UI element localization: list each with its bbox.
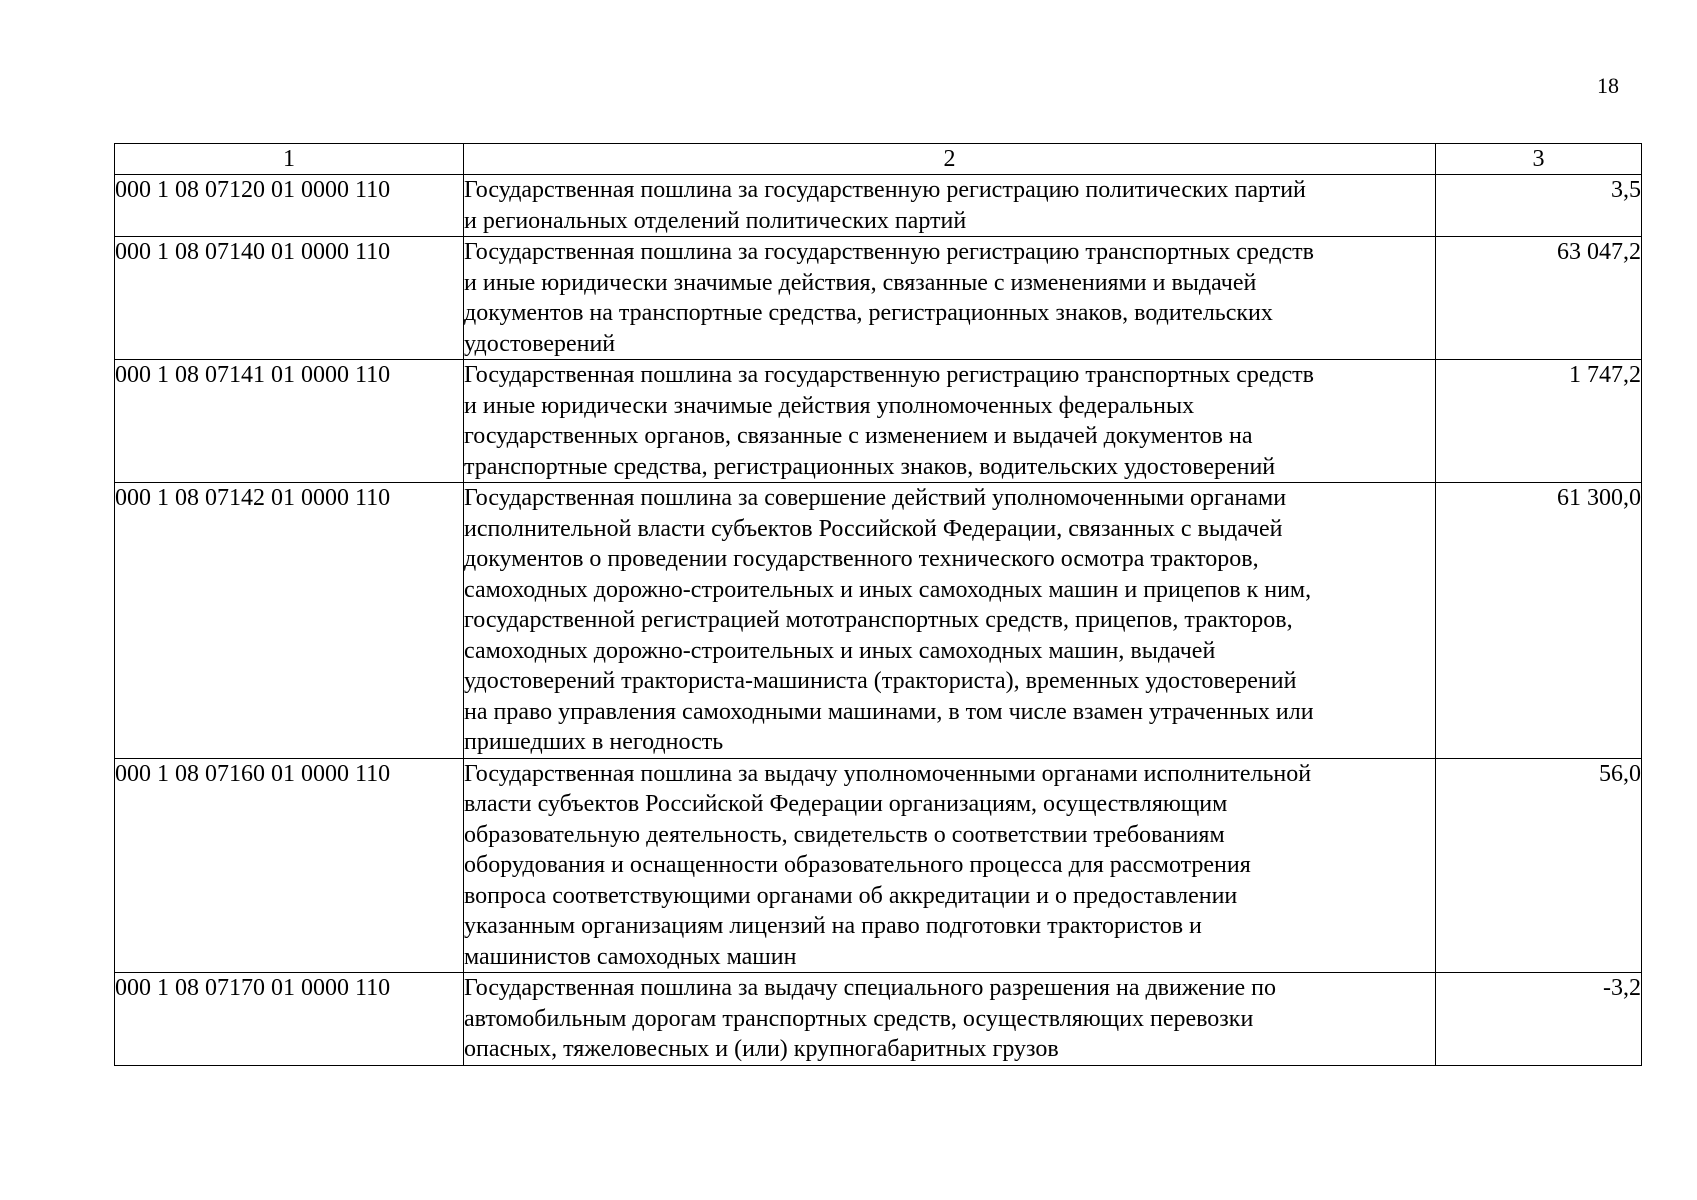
table-row (115, 237, 1642, 360)
description-line: машинистов самоходных машин (464, 943, 797, 970)
revenue-amount: 63 047,2 (1436, 237, 1642, 360)
description-line: образовательную деятельность, свидетельств о соответствии требованиям (464, 821, 1225, 848)
description-line: Государственная пошлина за государственную регистрацию транспортных средств (464, 362, 1314, 388)
revenue-amount: 1 747,2 (1436, 360, 1642, 483)
description-line: удостоверений (464, 330, 616, 357)
revenue-code: 000 1 08 07142 01 0000 110 (115, 483, 464, 759)
description-line: власти субъектов Российской Федерации организациям, осуществляющим (464, 791, 1228, 817)
description-line: на право управления самоходными машинами, в том числе взамен утраченных или (464, 698, 1314, 725)
description-line: вопроса соответствующими органами об аккредитации и о предоставлении (464, 882, 1238, 909)
description-line: и региональных отделений политических партий (464, 207, 967, 234)
description-line: Государственная пошлина за выдачу уполномоченными органами исполнительной (464, 760, 1312, 787)
description-line: Государственная пошлина за государственную регистрацию транспортных средств (464, 239, 1314, 265)
description-line: самоходных дорожно-строительных и иных самоходных машин, выдачей (464, 637, 1216, 664)
description-line: опасных, тяжеловесных и (или) крупногабаритных грузов (464, 1036, 1059, 1062)
revenue-description (464, 758, 1436, 973)
revenue-amount: -3,2 (1436, 973, 1642, 1066)
description-line: автомобильным дорогам транспортных средств, осуществляющих перевозки (464, 1005, 1254, 1032)
revenue-description (464, 483, 1436, 759)
revenue-description (464, 237, 1436, 360)
revenue-description (464, 973, 1436, 1066)
description-line: исполнительной власти субъектов Российской Федерации, связанных с выдачей (464, 515, 1283, 542)
header-row (115, 144, 1642, 175)
column-header-description: 2 (464, 144, 1436, 175)
revenue-description (464, 360, 1436, 483)
description-line: документов на транспортные средства, регистрационных знаков, водительских (464, 300, 1273, 326)
revenue-description (464, 175, 1436, 237)
description-line: самоходных дорожно-строительных и иных самоходных машин и прицепов к ним, (464, 576, 1312, 603)
description-line: Государственная пошлина за совершение действий уполномоченными органами (464, 485, 1287, 511)
description-line: государственной регистрацией мототранспортных средств, прицепов, тракторов, (464, 607, 1293, 633)
description-line: и иные юридически значимые действия, связанные с изменениями и выдачей (464, 269, 1257, 296)
revenue-code: 000 1 08 07160 01 0000 110 (115, 758, 464, 973)
revenue-code: 000 1 08 07120 01 0000 110 (115, 175, 464, 237)
description-line: указанным организациям лицензий на право подготовки трактористов и (464, 913, 1202, 939)
description-line: документов о проведении государственного технического осмотра тракторов, (464, 546, 1259, 572)
table-body (115, 175, 1642, 1066)
column-header-amount: 3 (1436, 144, 1642, 175)
table-row (115, 483, 1642, 759)
revenue-code: 000 1 08 07141 01 0000 110 (115, 360, 464, 483)
table-row (115, 360, 1642, 483)
description-line: пришедших в негодность (464, 729, 724, 755)
table-row (115, 973, 1642, 1066)
description-line: удостоверений тракториста-машиниста (тракториста), временных удостоверений (464, 668, 1297, 694)
column-header-code: 1 (115, 144, 464, 175)
revenue-amount: 61 300,0 (1436, 483, 1642, 759)
table-row (115, 758, 1642, 973)
revenue-code: 000 1 08 07140 01 0000 110 (115, 237, 464, 360)
description-line: оборудования и оснащенности образовательного процесса для рассмотрения (464, 852, 1251, 878)
revenue-amount: 3,5 (1436, 175, 1642, 237)
revenue-code: 000 1 08 07170 01 0000 110 (115, 973, 464, 1066)
revenue-amount: 56,0 (1436, 758, 1642, 973)
table-header (115, 144, 1642, 175)
description-line: государственных органов, связанные с изменением и выдачей документов на (464, 423, 1253, 449)
page-number: 18 (1597, 73, 1619, 98)
description-line: Государственная пошлина за государственную регистрацию политических партий (464, 177, 1306, 203)
table-row (115, 175, 1642, 237)
description-line: Государственная пошлина за выдачу специального разрешения на движение по (464, 975, 1276, 1001)
budget-table (114, 143, 1642, 1066)
description-line: транспортные средства, регистрационных знаков, водительских удостоверений (464, 453, 1276, 480)
description-line: и иные юридически значимые действия уполномоченных федеральных (464, 392, 1195, 419)
